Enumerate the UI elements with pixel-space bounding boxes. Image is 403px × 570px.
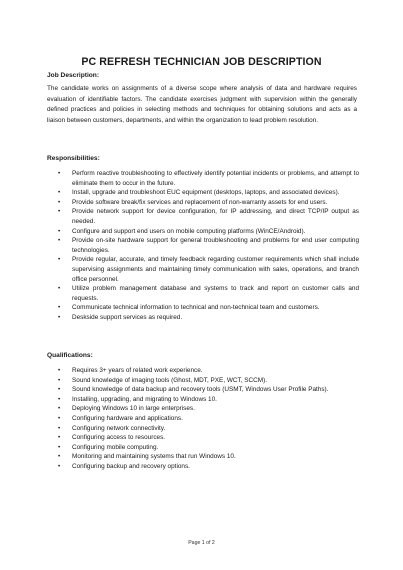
list-item-text: Utilize problem management database and systems to track and report on customer calls and requests. [72,285,359,302]
bullet-icon: • [58,443,61,451]
list-item-text: Configuring network connectivity. [72,424,166,432]
bullet-icon: • [58,434,61,442]
list-item [47,169,359,188]
responsibilities-heading: Responsibilities: [47,155,100,162]
list-item [47,462,359,472]
job-description-heading: Job Description: [47,72,100,79]
document-title: PC REFRESH TECHNICIAN JOB DESCRIPTION [81,56,322,68]
list-item [47,414,359,424]
list-item-text: Configure and support end users on mobile computing platforms (WinCE/Android). [72,227,306,235]
bullet-icon: • [58,227,61,235]
list-item [47,188,359,198]
list-item [47,313,359,323]
list-item [47,385,359,395]
bullet-icon: • [58,367,61,374]
list-item-text: Provide on-site hardware support for general troubleshooting and problems for end user computing technologies. [72,237,359,254]
list-item-text: Configuring hardware and applications. [72,414,183,422]
list-item-text: Sound knowledge of data backup and recovery tools (USMT, Windows User Profile Paths). [72,386,329,394]
list-item-text: Communicate technical information to technical and non-technical team and customers. [72,304,320,312]
list-item [47,376,359,386]
list-item [47,452,359,462]
list-item [47,236,359,255]
list-item-text: Sound knowledge of imaging tools (Ghost, MDT, PXE, WCT, SCCM). [72,376,267,384]
list-item [47,284,359,303]
bullet-icon: • [58,256,61,264]
list-item-text: Configuring backup and recovery options. [72,462,190,470]
list-item-text: Install, upgrade and troubleshoot EUC equipment (desktops, laptops, and associated devices). [72,189,340,197]
list-item-text: Installing, upgrading, and migrating to Windows 10. [72,395,217,403]
list-item [47,443,359,453]
responsibilities-list [47,169,359,323]
qualifications-list [47,366,359,472]
list-item-text: Configuring access to resources. [72,434,166,442]
list-item-text: Configuring mobile computing. [72,443,159,451]
list-item-text: Provide regular, accurate, and timely feedback regarding customer requirements which shall include supervising assignments and maintaining timely communication with sales, operations, and branch office personnel. [72,256,359,283]
bullet-icon: • [58,237,61,245]
page-number: Page 1 of 2 [188,540,215,546]
bullet-icon: • [58,170,61,177]
bullet-icon: • [58,198,61,206]
qualifications-heading: Qualifications: [47,352,93,359]
list-item-text: Requires 3+ years of related work experience. [72,367,203,374]
bullet-icon: • [58,189,61,197]
bullet-icon: • [58,405,61,413]
list-item-text: Provide software break/fix services and replacement of non-warranty assets for end users. [72,198,328,206]
list-item [47,424,359,434]
list-item-text: Provide network support for device configuration, for IP addressing, and direct TCP/IP output as needed. [72,208,359,225]
bullet-icon: • [58,386,61,394]
bullet-icon: • [58,208,61,216]
list-item [47,395,359,405]
bullet-icon: • [58,285,61,293]
list-item [47,303,359,313]
list-item [47,366,359,376]
bullet-icon: • [58,304,61,312]
bullet-icon: • [58,414,61,422]
bullet-icon: • [58,313,61,321]
list-item [47,255,359,284]
bullet-icon: • [58,462,61,470]
list-item [47,227,359,237]
list-item-text: Deskside support services as required. [72,313,183,321]
bullet-icon: • [58,424,61,432]
list-item [47,404,359,414]
list-item-text: Deploying Windows 10 in large enterprises. [72,405,195,413]
list-item [47,207,359,226]
list-item-text: Perform reactive troubleshooting to effectively identify potential incidents or problems, and attempt to eliminate them to occur in the future. [72,170,359,187]
bullet-icon: • [58,376,61,384]
bullet-icon: • [58,453,61,461]
list-item [47,433,359,443]
job-description-text: The candidate works on assignments of a diverse scope where analysis of data and hardware requires evaluation of identifiable factors. The candidate exercises judgment with supervision within the generally defined practices and policies in selecting methods and techniques for obtaining solutions and acts as a liaison between customers, departments, and within the organization to lead problem resolution. [47,85,357,124]
bullet-icon: • [58,395,61,403]
list-item-text: Monitoring and maintaining systems that run Windows 10. [72,453,236,461]
list-item [47,198,359,208]
